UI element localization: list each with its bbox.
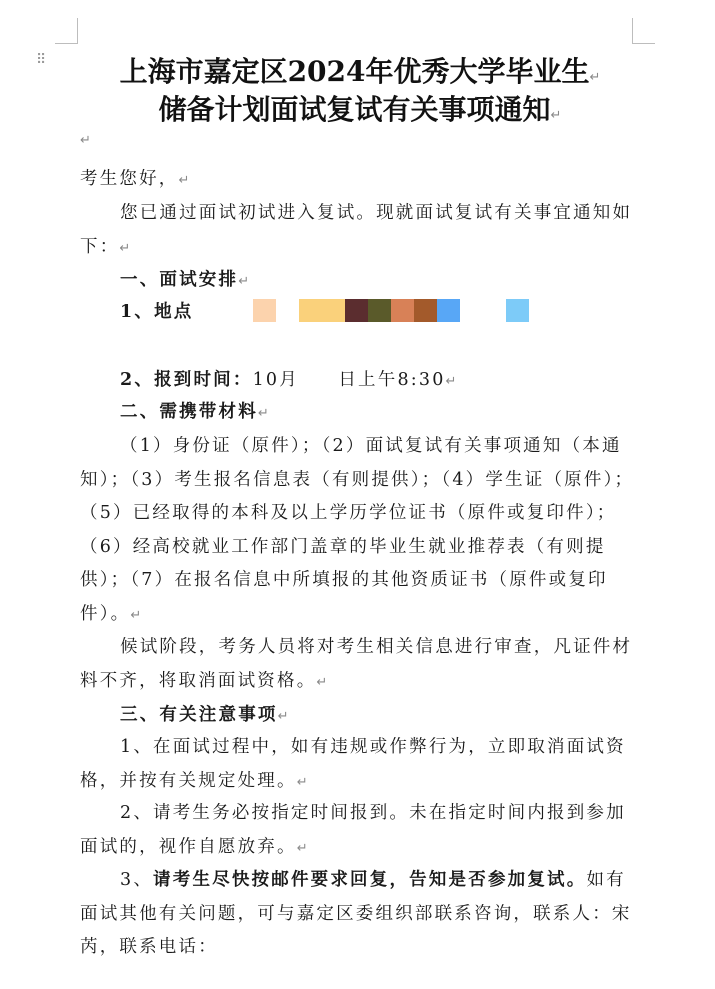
redaction-block — [391, 299, 414, 322]
paragraph-mark-icon: ↵ — [589, 70, 601, 85]
redaction-block — [345, 299, 368, 322]
section-1-heading: 一、面试安排↵ — [120, 270, 252, 290]
title-line-2: 储备计划面试复试有关事项通知↵ — [158, 93, 562, 126]
redaction-block — [253, 299, 276, 322]
waiting-note: 候试阶段，考务人员将对考生相关信息进行审查，凡证件材料不齐，将取消面试资格。↵ — [80, 637, 633, 691]
page-corner-mark-top-left — [55, 18, 78, 44]
drag-handle-icon[interactable]: ⠿ — [36, 52, 46, 68]
materials-paragraph: （1）身份证（原件）；（2）面试复试有关事项通知（本通知）；（3）考生报名信息表（有则提供）；（4）学生证（原件）；（5）已经取得的本科及以上学历学位证书（原件或复印件）；（6）经高校就业工作部门盖章的毕业生就业推荐表（有则提供）；（7）在报名信息中所填报的其他资质证书（原件或复印件）。↵ — [80, 436, 635, 624]
greeting: 考生您好，↵ — [80, 169, 192, 189]
redaction-block — [437, 299, 460, 322]
note-2: 2、请考生务必按指定时间报到。未在指定时间内报到参加面试的，视作自愿放弃。↵ — [80, 803, 626, 857]
note-1: 1、在面试过程中，如有违规或作弊行为，立即取消面试资格，并按有关规定处理。↵ — [80, 737, 626, 791]
redaction-block — [299, 299, 345, 322]
paragraph-mark-icon: ↵ — [550, 108, 562, 123]
report-time: 2、报到时间：10月 日上午8:30↵ — [120, 370, 459, 390]
note-3: 3、请考生尽快按邮件要求回复，告知是否参加复试。如有面试其他有关问题，可与嘉定区委组织部联系咨询，联系人：宋芮，联系电话： — [80, 870, 632, 957]
redaction-block — [368, 299, 391, 322]
page-corner-mark-top-right — [632, 18, 655, 44]
intro-paragraph: 您已通过面试初试进入复试。现就面试复试有关事宜通知如下：↵ — [80, 203, 633, 257]
redaction-block — [506, 299, 529, 322]
title-line-1: 上海市嘉定区2024年优秀大学毕业生↵ — [119, 55, 601, 88]
section-3-heading: 三、有关注意事项↵ — [120, 705, 291, 725]
redaction-block — [414, 299, 437, 322]
section-2-heading: 二、需携带材料↵ — [120, 402, 271, 422]
location-label: 1、地点 — [120, 302, 194, 322]
paragraph-mark-icon: ↵ — [80, 133, 91, 148]
